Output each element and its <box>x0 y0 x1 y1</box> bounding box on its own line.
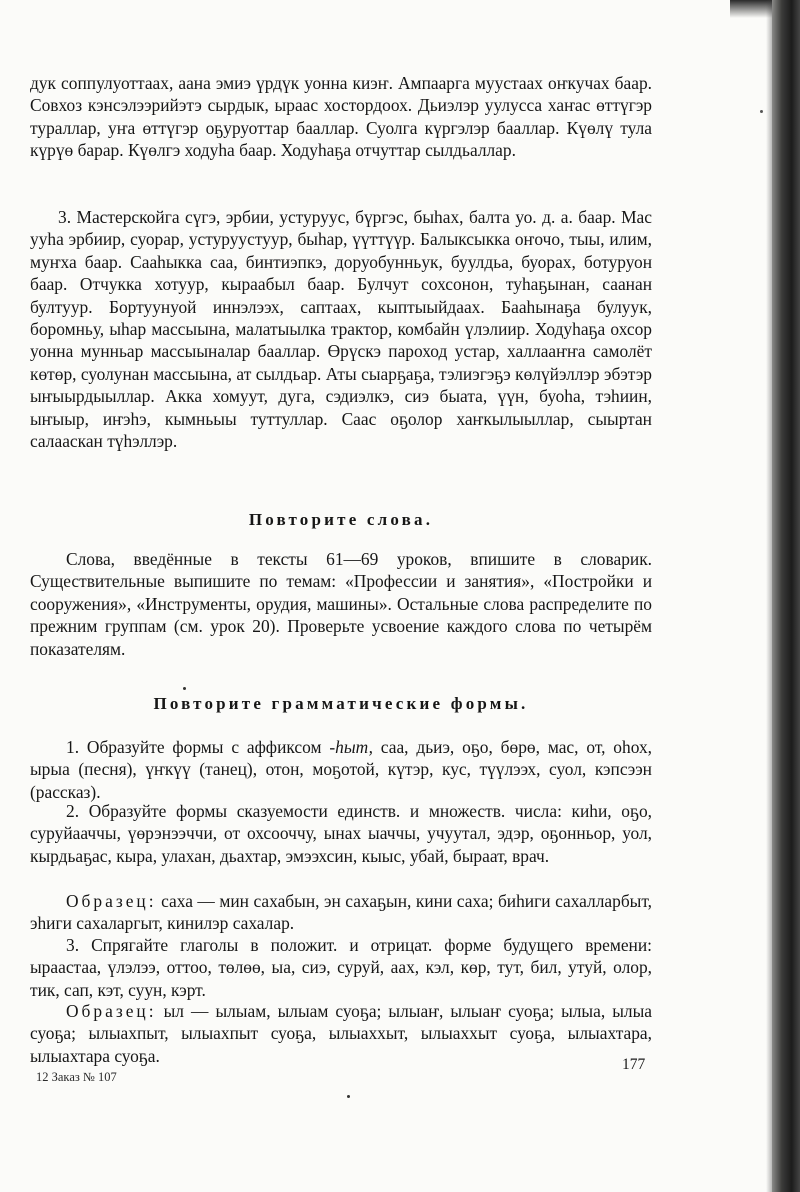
paragraph-example-2 <box>30 1000 652 1067</box>
task-1-prefix: 1. Образуйте формы с аффиксом <box>66 737 330 757</box>
paragraph-exercise-3: 3. Мастерскойга сүгэ, эрбии, устуруус, бүргэс, быһах, балта уо. д. а. баар. Мас ууһа эрбиир, суорар, устуруустуур, быһар, үүттүүр. Балыксыкка оҥочо, тыы, илим, муҥха баар. Сааһыкка саа, бинтиэпкэ, доруобунньук, буулдьа, буорах, ботуруон баар. Отчукка хотуур, кыраабыл баар. Булчут сохсонон, туһаҕынан, саанан бултуур. Бортуунуой иннэлээх, саптаах, кыптыыйдаах. Бааһынаҕа булуук, боромньу, ыһар массыына, малатыылка трактор, комбайн үлэлиир. Ходуһаҕа охсор уонна мунньар массыыналар бааллар. Өрүскэ пароход устар, халлааҥҥа самолёт көтөр, суолунан массыына, ат сылдьар. Аты сыарҕаҕа, тэлиэгэҕэ көлүйэллэр эбэтэр ыҥыырдыыллар. Акка хомуут, дуга, сэдиэлкэ, сиэ быата, үүн, буоһа, тэһиин, ыҥыыр, иҥэһэ, кымньыы туттуллар. Саас оҕолор хаҥкылыыллар, сыыртан салааскан түһэллэр. <box>30 207 652 452</box>
paragraph-task-2: 2. Образуйте формы сказуемости единств. и множеств. числа: киһи, оҕо, суруйааччы, үөрэнээччи, от охсооччу, ынах ыаччы, учуутал, эдэр, оҕонньор, уол, кырдьаҕас, кыра, улахан, дьахтар, эмээхсин, кыыс, убай, быраат, врач. <box>30 801 652 866</box>
example-2-text: ыл — ылыам, ылыам суоҕа; ылыаҥ, ылыаҥ суоҕа; ылыа, ылыа суоҕа; ылыахпыт, ылыахпыт суоҕа, ылыаххыт, ылыаххыт суоҕа, ылыахтара, ылыахтара суоҕа. <box>30 1001 652 1066</box>
example-2-label: Образец: <box>66 1001 157 1021</box>
example-1-text: саха — мин сахабын, эн сахаҕын, кини саха; биһиги сахалларбыт, эһиги сахаларгыт, кинилэр сахалар. <box>30 891 652 934</box>
heading-repeat-words: Повторите слова. <box>248 510 434 529</box>
paragraph-continuation: дук соппулуоттаах, аана эмиэ үрдүк уонна киэҥ. Ампаарга муустаах оҥкучах баар. Совхоз кэнсэлээрийэтэ сырдык, ыраас хостордоох. Дьиэлэр уулусса хаҥас өттүгэр тураллар, уҥа өттүгэр оҕуруоттар бааллар. Суолга күргэлэр бааллар. Күөлү тула күрүө барар. Күөлгэ ходуһа баар. Ходуһаҕа отчуттар сылдьаллар. <box>30 73 652 161</box>
paragraph-task-3: 3. Спрягайте глаголы в положит. и отрицат. форме будущего времени: ыраастаа, үлэлээ, оттоо, төлөө, ыа, сиэ, суруй, аах, кэл, көр, тут, бил, утуй, олор, тик, сап, кэт, суун, кэрт. <box>30 935 652 1000</box>
page-number: 177 <box>622 1056 646 1073</box>
task-1-words: саа, дьиэ, оҕо, бөрө, мас, от, оһох, ырыа (песня), үҥкүү (танец), отон, моҕотой, күтэр, кус, түүлээх, суол, кэпсээн (рассказ). <box>30 737 653 802</box>
scan-speck <box>760 110 763 113</box>
example-1-label: Образец: <box>66 891 157 911</box>
heading-repeat-grammar: Повторите грамматические формы. <box>153 694 529 713</box>
task-1-affix: -һыт, <box>329 737 373 757</box>
scan-speck <box>183 687 186 690</box>
paragraph-repeat-words: Слова, введённые в тексты 61—69 уроков, впишите в словарик. Существительные выпишите по темам: «Профессии и занятия», «Постройки и сооружения», «Инструменты, орудия, машины». Остальные слова распределите по прежним группам (см. урок 20). Проверьте усвоение каждого слова по четырём показателям. <box>30 549 652 659</box>
scan-speck <box>347 1095 350 1098</box>
paragraph-example-1 <box>30 890 652 935</box>
scan-margin <box>772 0 800 1192</box>
paragraph-task-1 <box>30 736 652 803</box>
printer-signature: 12 Заказ № 107 <box>36 1070 117 1084</box>
